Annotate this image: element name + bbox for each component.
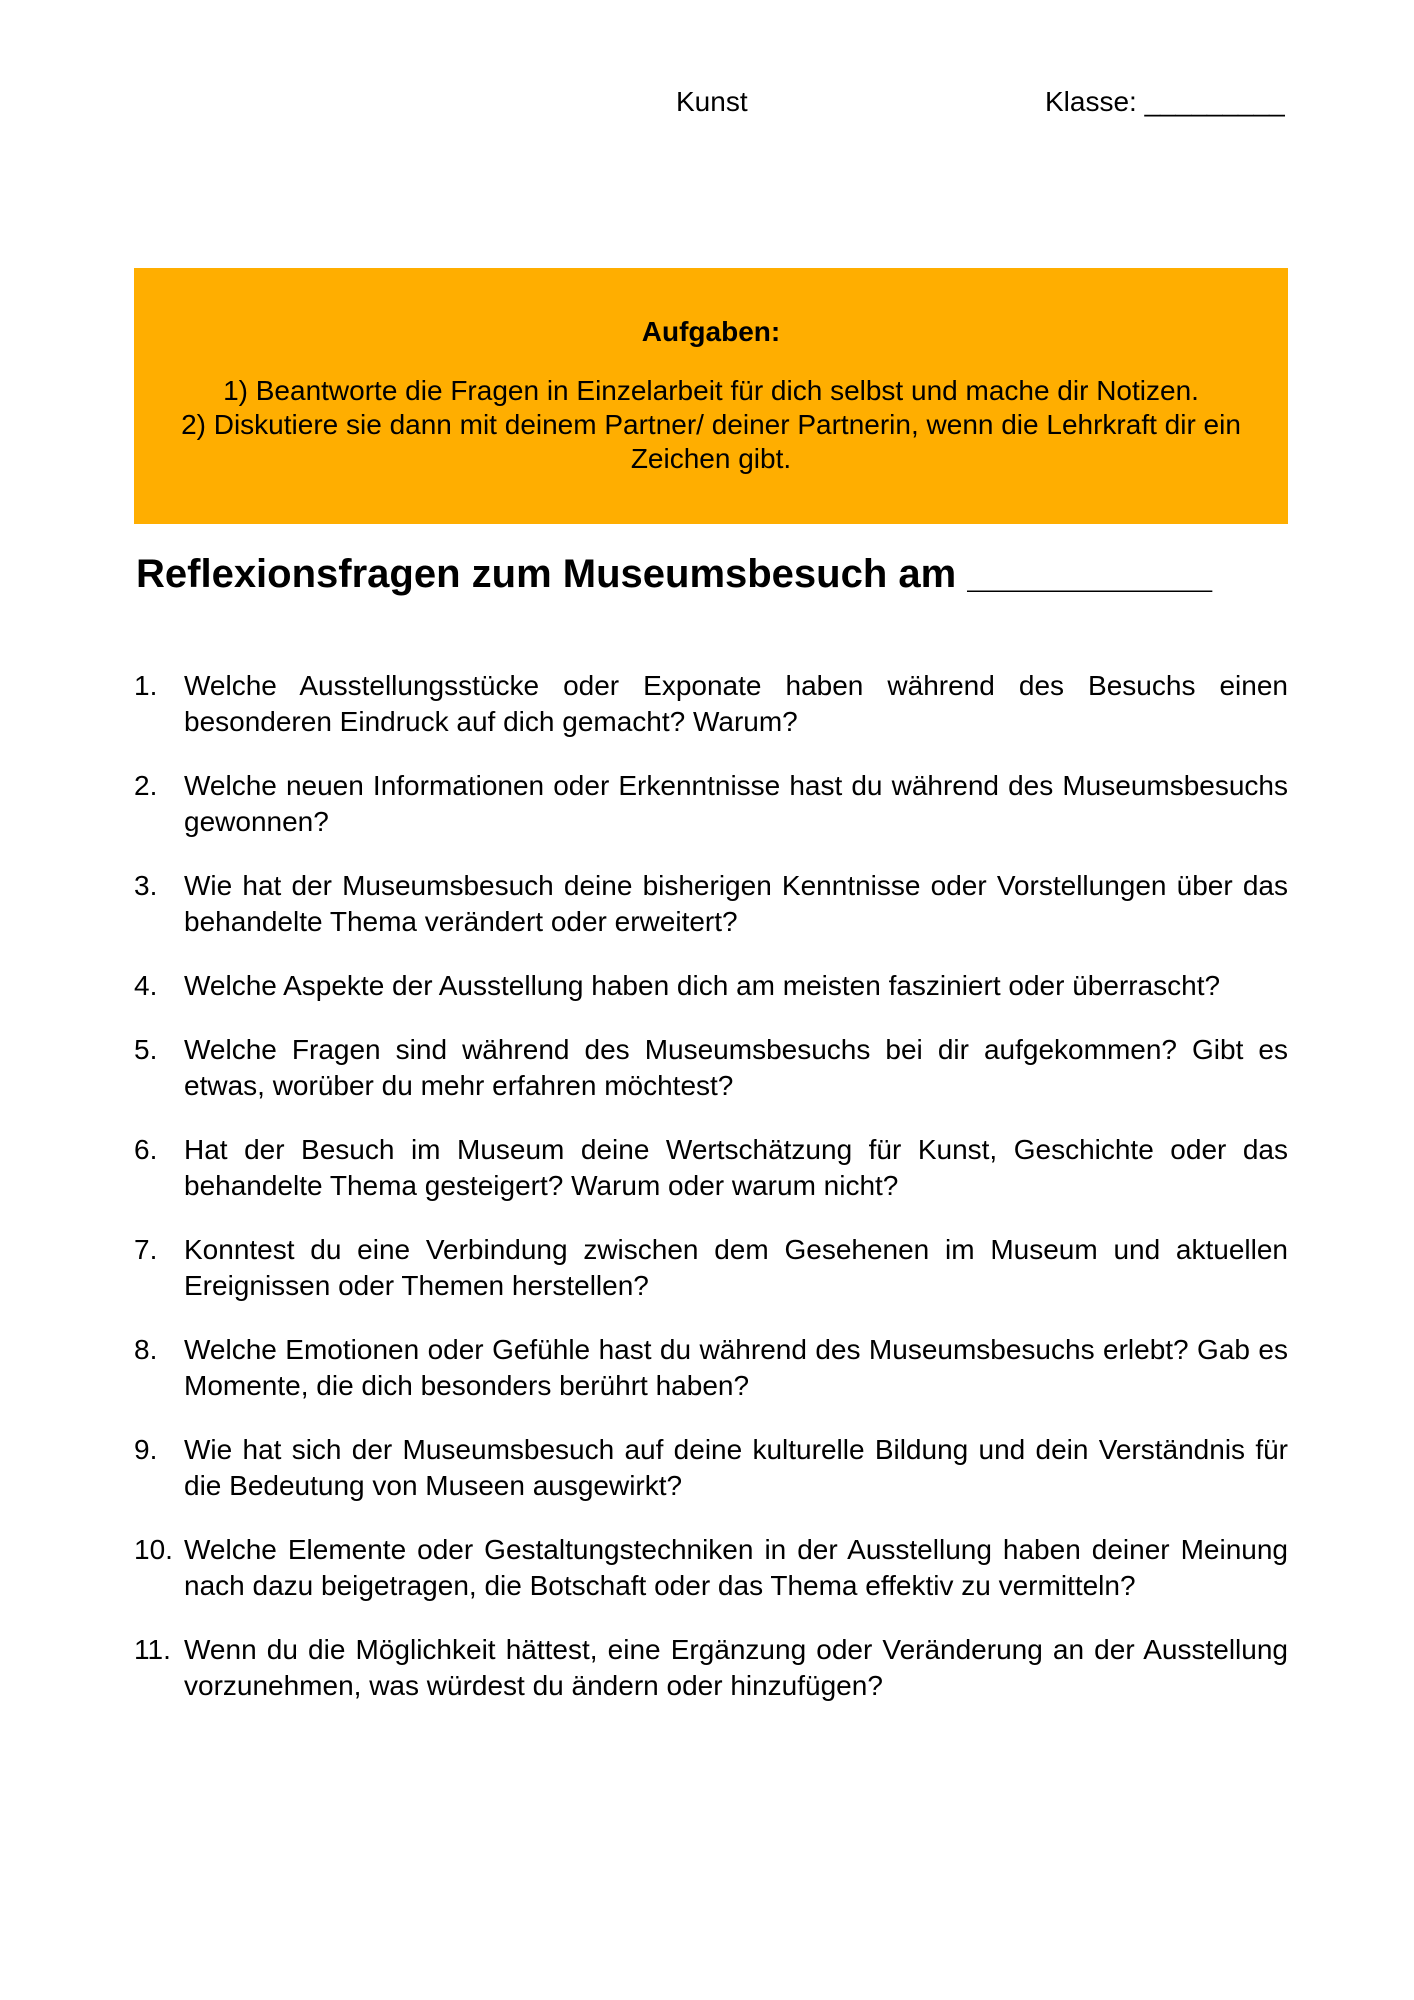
question-item-9 [134, 1432, 1288, 1504]
page-title: Reflexionsfragen zum Museumsbesuch am ___________ [136, 552, 1213, 596]
question-item-3 [134, 868, 1288, 940]
question-number: 1. [134, 670, 158, 701]
question-item-8 [134, 1332, 1288, 1404]
task-instruction-2: 2) Diskutiere sie dann mit deinem Partner/ deiner Partnerin, wenn die Lehrkraft dir ein Zeichen gibt. [181, 409, 1241, 474]
question-number: 3. [134, 870, 158, 901]
question-number: 6. [134, 1134, 158, 1165]
task-instruction-1: 1) Beantworte die Fragen in Einzelarbeit für dich selbst und mache dir Notizen. [223, 375, 1199, 406]
question-number: 8. [134, 1334, 158, 1365]
question-text: Welche Fragen sind während des Museumsbesuchs bei dir aufgekommen? Gibt es etwas, worüber du mehr erfahren möchtest? [184, 1034, 1288, 1101]
question-number: 11. [134, 1634, 171, 1665]
question-number: 4. [134, 970, 158, 1001]
question-item-5 [134, 1032, 1288, 1104]
question-number: 2. [134, 770, 158, 801]
question-text: Welche Emotionen oder Gefühle hast du während des Museumsbesuchs erlebt? Gab es Momente, die dich besonders berührt haben? [184, 1334, 1288, 1401]
task-box [134, 268, 1288, 524]
question-text: Wie hat sich der Museumsbesuch auf deine kulturelle Bildung und dein Verständnis für die Bedeutung von Museen ausgewirkt? [184, 1434, 1288, 1501]
question-text: Welche neuen Informationen oder Erkenntnisse hast du während des Museumsbesuchs gewonnen? [184, 770, 1288, 837]
question-item-1 [134, 668, 1288, 740]
question-text: Konntest du eine Verbindung zwischen dem Gesehenen im Museum und aktuellen Ereignissen oder Themen herstellen? [184, 1234, 1288, 1301]
question-text: Welche Aspekte der Ausstellung haben dich am meisten fasziniert oder überrascht? [184, 970, 1221, 1001]
question-item-4 [134, 968, 1288, 1004]
question-text: Welche Ausstellungsstücke oder Exponate haben während des Besuchs einen besonderen Eindruck auf dich gemacht? Warum? [184, 670, 1288, 737]
question-text: Welche Elemente oder Gestaltungstechniken in der Ausstellung haben deiner Meinung nach dazu beigetragen, die Botschaft oder das Thema effektiv zu vermitteln? [184, 1534, 1288, 1601]
question-text: Wenn du die Möglichkeit hättest, eine Ergänzung oder Veränderung an der Ausstellung vorzunehmen, was würdest du ändern oder hinzufügen? [184, 1634, 1288, 1701]
question-item-6 [134, 1132, 1288, 1204]
question-item-2 [134, 768, 1288, 840]
subject-label: Kunst [676, 86, 748, 117]
question-item-11 [134, 1632, 1288, 1704]
question-list [134, 668, 1288, 1732]
question-item-10 [134, 1532, 1288, 1604]
question-number: 5. [134, 1034, 158, 1065]
class-label: Klasse: _________ [1045, 86, 1285, 117]
task-box-title: Aufgaben: [641, 316, 781, 347]
question-item-7 [134, 1232, 1288, 1304]
question-text: Hat der Besuch im Museum deine Wertschätzung für Kunst, Geschichte oder das behandelte Thema gesteigert? Warum oder warum nicht? [184, 1134, 1288, 1201]
question-number: 9. [134, 1434, 158, 1465]
question-text: Wie hat der Museumsbesuch deine bisherigen Kenntnisse oder Vorstellungen über das behandelte Thema verändert oder erweitert? [184, 870, 1288, 937]
question-number: 7. [134, 1234, 158, 1265]
question-number: 10. [134, 1534, 173, 1565]
